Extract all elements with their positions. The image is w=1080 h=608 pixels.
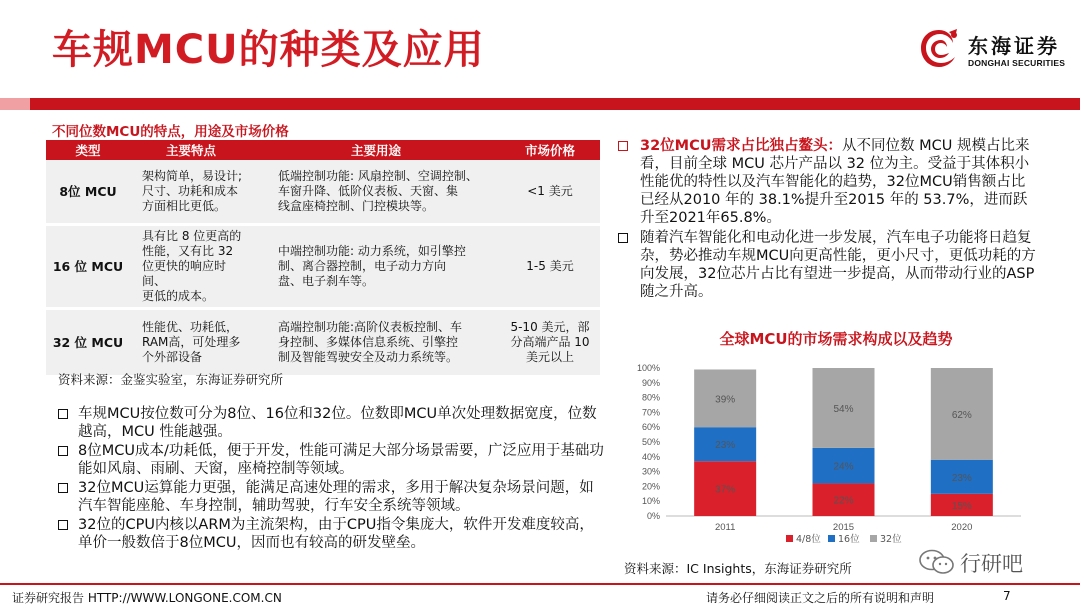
square-bullet-icon: [618, 233, 628, 243]
bullet-text: 车规MCU按位数可分为8位、16位和32位。位数即MCU单次处理数据宽度，位数越高，MCU 性能越强。: [78, 406, 597, 440]
y-tick-label: 10%: [641, 496, 660, 507]
cell-line: 中端控制功能: 动力系统，如引擎控: [278, 243, 466, 258]
y-tick-label: 90%: [641, 377, 660, 388]
mcu-demand-stacked-bar-chart: [626, 356, 1046, 556]
cell-price: [500, 160, 600, 224]
x-tick-label: 2015: [832, 522, 855, 533]
footer-disclaimer: 请务必仔细阅读正文之后的所有说明和声明: [706, 591, 935, 605]
data-label: 54%: [833, 403, 854, 415]
cell-type: 8位 MCU: [46, 160, 130, 224]
cell-price: [500, 224, 600, 308]
page-number: 7: [1003, 589, 1011, 603]
right-bullet-list: [618, 137, 1036, 303]
left-bullet-list: [58, 405, 606, 553]
header-divider-bar: [0, 98, 1080, 110]
legend-label: 16位: [838, 534, 860, 545]
x-tick-label: 2011: [714, 522, 736, 533]
legend-swatch: [786, 535, 793, 542]
y-tick-label: 20%: [641, 481, 660, 492]
data-label: 39%: [715, 394, 736, 406]
data-label: 23%: [715, 440, 736, 452]
chart-source-note: 资料来源：IC Insights，东海证券研究所: [624, 561, 852, 576]
cell-features: [130, 308, 252, 376]
data-label: 37%: [715, 484, 736, 496]
table-source-note: 资料来源：金鉴实验室，东海证券研究所: [58, 372, 284, 387]
cell-line: 方面相比更低。: [142, 198, 227, 213]
cell-line: 5-10 美元，部: [510, 319, 590, 334]
bullet-text: 32位MCU运算能力更强，能满足高速处理的需求，多用于解决复杂场景问题，如汽车智能座舱、车身控制，辅助驾驶，行车安全系统等领域。: [78, 480, 594, 514]
bullet-highlight: 32位MCU需求占比独占鳌头：: [640, 138, 843, 154]
cell-line: 具有比 8 位更高的: [142, 228, 242, 243]
table-header-row: [46, 140, 600, 160]
logo-english-name: DONGHAI SECURITIES: [968, 58, 1066, 68]
y-tick-label: 60%: [641, 422, 660, 433]
square-bullet-icon: [58, 409, 68, 419]
data-label: 15%: [951, 500, 972, 512]
page-title: 车规MCU的种类及应用: [52, 27, 485, 73]
list-item: [58, 442, 606, 478]
cell-line: 更低的成本。: [142, 288, 215, 303]
table-title: 不同位数MCU的特点，用途及市场价格: [52, 124, 289, 140]
table-row: [46, 160, 600, 224]
list-item: [58, 516, 606, 552]
square-bullet-icon: [58, 483, 68, 493]
cell-line: 性能，又有比 32: [142, 243, 234, 258]
list-item: [618, 137, 1036, 227]
data-label: 62%: [951, 409, 972, 421]
list-item: [58, 405, 606, 441]
bullet-text: 随着汽车智能化和电动化进一步发展，汽车电子功能将日趋复杂，势必推动车规MCU向更高性能，更小尺寸，更低功耗的方向发展，32位芯片占比有望进一步提高，从而带动行业的ASP随之升高。: [640, 230, 1036, 300]
cell-line: 性能优、功耗低，: [142, 319, 239, 334]
table-row: [46, 308, 600, 376]
y-tick-label: 100%: [636, 363, 660, 373]
watermark: [918, 548, 1048, 578]
header-bar-accent: [0, 98, 30, 110]
cell-line: 高端控制功能:高阶仪表板控制、车: [278, 319, 463, 334]
cell-line: 车窗升降、低阶仪表板、天窗、集: [278, 183, 459, 198]
cell-price: [500, 308, 600, 376]
cell-line: 个外部设备: [142, 349, 203, 364]
cell-line: 线盒座椅控制、门控模块等。: [278, 198, 435, 213]
cell-line: 分高端产品 10: [510, 334, 590, 349]
column-header-type: 类型: [46, 140, 130, 160]
column-header-features: 主要特点: [130, 140, 252, 160]
legend-swatch: [870, 535, 877, 542]
column-header-price: 市场价格: [500, 140, 600, 160]
cell-line: 架构简单，易设计;: [142, 168, 243, 183]
table-row: [46, 224, 600, 308]
cell-line: 盘、电子刹车等。: [278, 273, 375, 288]
cell-line: <1 美元: [527, 183, 573, 198]
cell-line: 低端控制功能: 风扇控制、空调控制、: [278, 168, 478, 183]
watermark-text: 行研吧: [960, 552, 1023, 576]
cell-line: 1-5 美元: [526, 258, 574, 273]
cell-line: 制、离合器控制，电子动力方向: [278, 258, 447, 273]
bullet-text: 8位MCU成本/功耗低，便于开发，性能可满足大部分场景需要，广泛应用于基础功能如风扇、雨刷、天窗，座椅控制等领域。: [78, 443, 604, 477]
company-logo: [916, 26, 1066, 82]
cell-uses: [252, 224, 500, 308]
cell-line: RAM高，可处理多: [142, 334, 241, 349]
cell-features: [130, 224, 252, 308]
y-tick-label: 30%: [641, 466, 660, 477]
chart-title: 全球MCU的市场需求构成以及趋势: [719, 330, 953, 348]
cell-line: 位更快的响应时间、: [142, 258, 227, 288]
wechat-icon: [918, 548, 956, 576]
bullet-text: 从不同位数 MCU 规模占比来看，目前全球 MCU 芯片产品以 32 位为主。受益于其体积小性能优的特性以及汽车智能化的趋势，32位MCU销售额占比已经从2010 年的 38.1%提升至2015 年的 53.7%，进而跃升至2021年65.8%。: [640, 138, 1030, 226]
column-header-uses: 主要用途: [252, 140, 500, 160]
data-label: 23%: [951, 472, 972, 484]
cell-line: 制及智能驾驶安全及动力系统等。: [278, 349, 459, 364]
dragon-logo-icon: [916, 26, 962, 72]
legend-label: 32位: [880, 534, 902, 545]
legend-label: 4/8位: [796, 534, 821, 545]
bullet-text: 32位的CPU内核以ARM为主流架构，由于CPU指令集庞大，软件开发难度较高，单价一般数倍于8位MCU，因而也有较高的研发壁垒。: [78, 517, 594, 551]
cell-uses: [252, 308, 500, 376]
cell-type: 16 位 MCU: [46, 224, 130, 308]
square-bullet-icon: [58, 446, 68, 456]
footer-website[interactable]: 证券研究报告 HTTP://WWW.LONGONE.COM.CN: [12, 591, 282, 605]
logo-chinese-name: 东海证券: [968, 34, 1060, 58]
list-item: [618, 229, 1036, 301]
footer-divider: [0, 583, 1080, 585]
mcu-spec-table: [46, 140, 600, 378]
cell-features: [130, 160, 252, 224]
data-label: 22%: [833, 495, 854, 507]
data-label: 24%: [833, 461, 854, 473]
cell-line: 美元以上: [525, 349, 574, 364]
x-tick-label: 2020: [951, 522, 973, 533]
cell-uses: [252, 160, 500, 224]
y-tick-label: 40%: [641, 451, 660, 462]
y-tick-label: 70%: [641, 407, 660, 418]
list-item: [58, 479, 606, 515]
legend-swatch: [828, 535, 835, 542]
y-tick-label: 50%: [641, 437, 660, 447]
cell-type: 32 位 MCU: [46, 308, 130, 376]
y-tick-label: 0%: [646, 511, 660, 521]
cell-line: 身控制、多媒体信息系统、引擎控: [278, 334, 459, 349]
square-bullet-icon: [58, 520, 68, 530]
y-tick-label: 80%: [641, 392, 660, 403]
square-bullet-icon: [618, 141, 628, 151]
cell-line: 尺寸、功耗和成本: [142, 183, 239, 198]
